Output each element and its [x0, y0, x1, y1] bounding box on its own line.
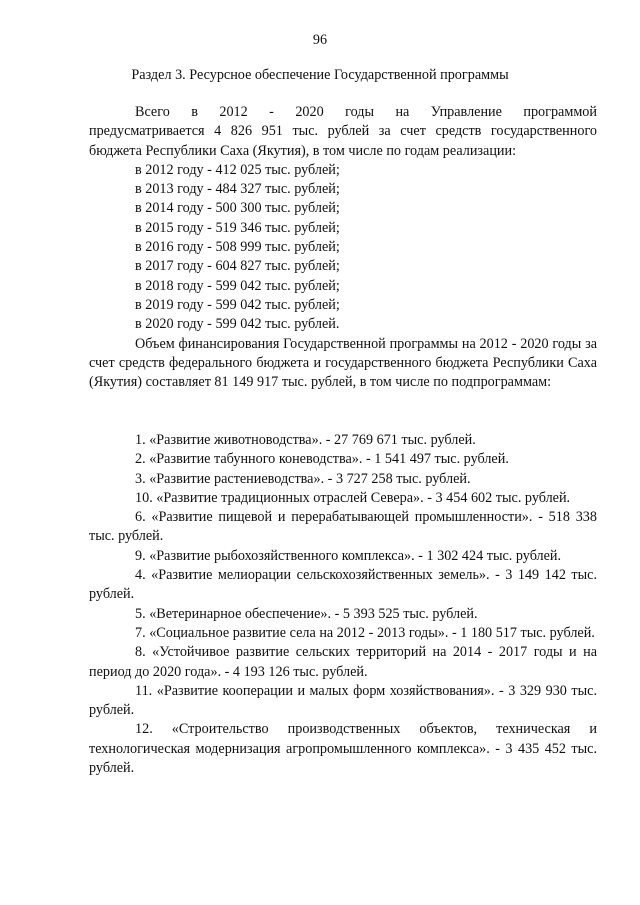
subprogram-item: 2. «Развитие табунного коневодства». - 1 541 497 тыс. рублей.	[135, 451, 509, 468]
subprogram-item: 4. «Развитие мелиорации сельскохозяйственных земель». - 3 149 142 тыс. рублей.	[89, 567, 597, 603]
year-item: в 2012 году - 412 025 тыс. рублей;	[135, 161, 340, 178]
year-item: в 2013 году - 484 327 тыс. рублей;	[135, 181, 340, 198]
year-item: в 2016 году - 508 999 тыс. рублей;	[135, 239, 340, 256]
subprogram-item: 11. «Развитие кооперации и малых форм хозяйствования». - 3 329 930 тыс. рублей.	[89, 682, 597, 719]
intro-paragraph: предусматривается 4 826 951 тыс. рублей за счет средств государственного бюджета Республики Саха (Якутия), в том числе по годам реализации:	[89, 123, 597, 159]
year-item: в 2020 году - 599 042 тыс. рублей.	[135, 316, 340, 333]
year-item: в 2017 году - 604 827 тыс. рублей;	[135, 258, 340, 275]
subprogram-item: 6. «Развитие пищевой и перерабатывающей промышленности». - 518 338 тыс. рублей.	[89, 509, 597, 545]
year-list	[89, 161, 597, 335]
subprogram-item: 12. «Строительство производственных объектов, техническая и технологическая модернизация агропромышленного комплекса». - 3 435 452 тыс. рублей.	[89, 721, 597, 777]
intro-block	[89, 103, 597, 392]
intro-first-line: Всего в 2012 - 2020 годы на Управление программой	[135, 104, 597, 120]
year-item: в 2019 году - 599 042 тыс. рублей;	[135, 296, 340, 313]
subprogram-item: 8. «Устойчивое развитие сельских территорий на 2014 - 2017 годы и на период до 2020 года». - 4 193 126 тыс. рублей.	[89, 644, 597, 680]
year-item: в 2015 году - 519 346 тыс. рублей;	[135, 219, 340, 236]
year-item: в 2018 году - 599 042 тыс. рублей;	[135, 277, 340, 294]
year-item: в 2014 году - 500 300 тыс. рублей;	[135, 200, 340, 217]
subprogram-item: 5. «Ветеринарное обеспечение». - 5 393 525 тыс. рублей.	[135, 605, 478, 622]
financing-paragraph: Объем финансирования Государственной программы на 2012 - 2020 годы за счет средств федерального бюджета и государственного бюджета Республики Саха (Якутия) составляет 81 149 917 тыс. рублей, в том числе по подпрограммам:	[89, 335, 597, 391]
page-number: 96	[312, 32, 328, 48]
subprogram-item: 1. «Развитие животноводства». - 27 769 671 тыс. рублей.	[135, 432, 476, 448]
subprogram-item: 10. «Развитие традиционных отраслей Севера». - 3 454 602 тыс. рублей.	[135, 489, 571, 506]
subprogram-item: 3. «Развитие растениеводства». - 3 727 258 тыс. рублей.	[135, 470, 471, 487]
subprogram-list	[89, 431, 597, 778]
subprogram-item: 7. «Социальное развитие села на 2012 - 2013 годы». - 1 180 517 тыс. рублей.	[135, 624, 595, 641]
section-heading: Раздел 3. Ресурсное обеспечение Государственной программы	[131, 67, 509, 83]
subprogram-item: 9. «Развитие рыбохозяйственного комплекса». - 1 302 424 тыс. рублей.	[135, 547, 562, 564]
